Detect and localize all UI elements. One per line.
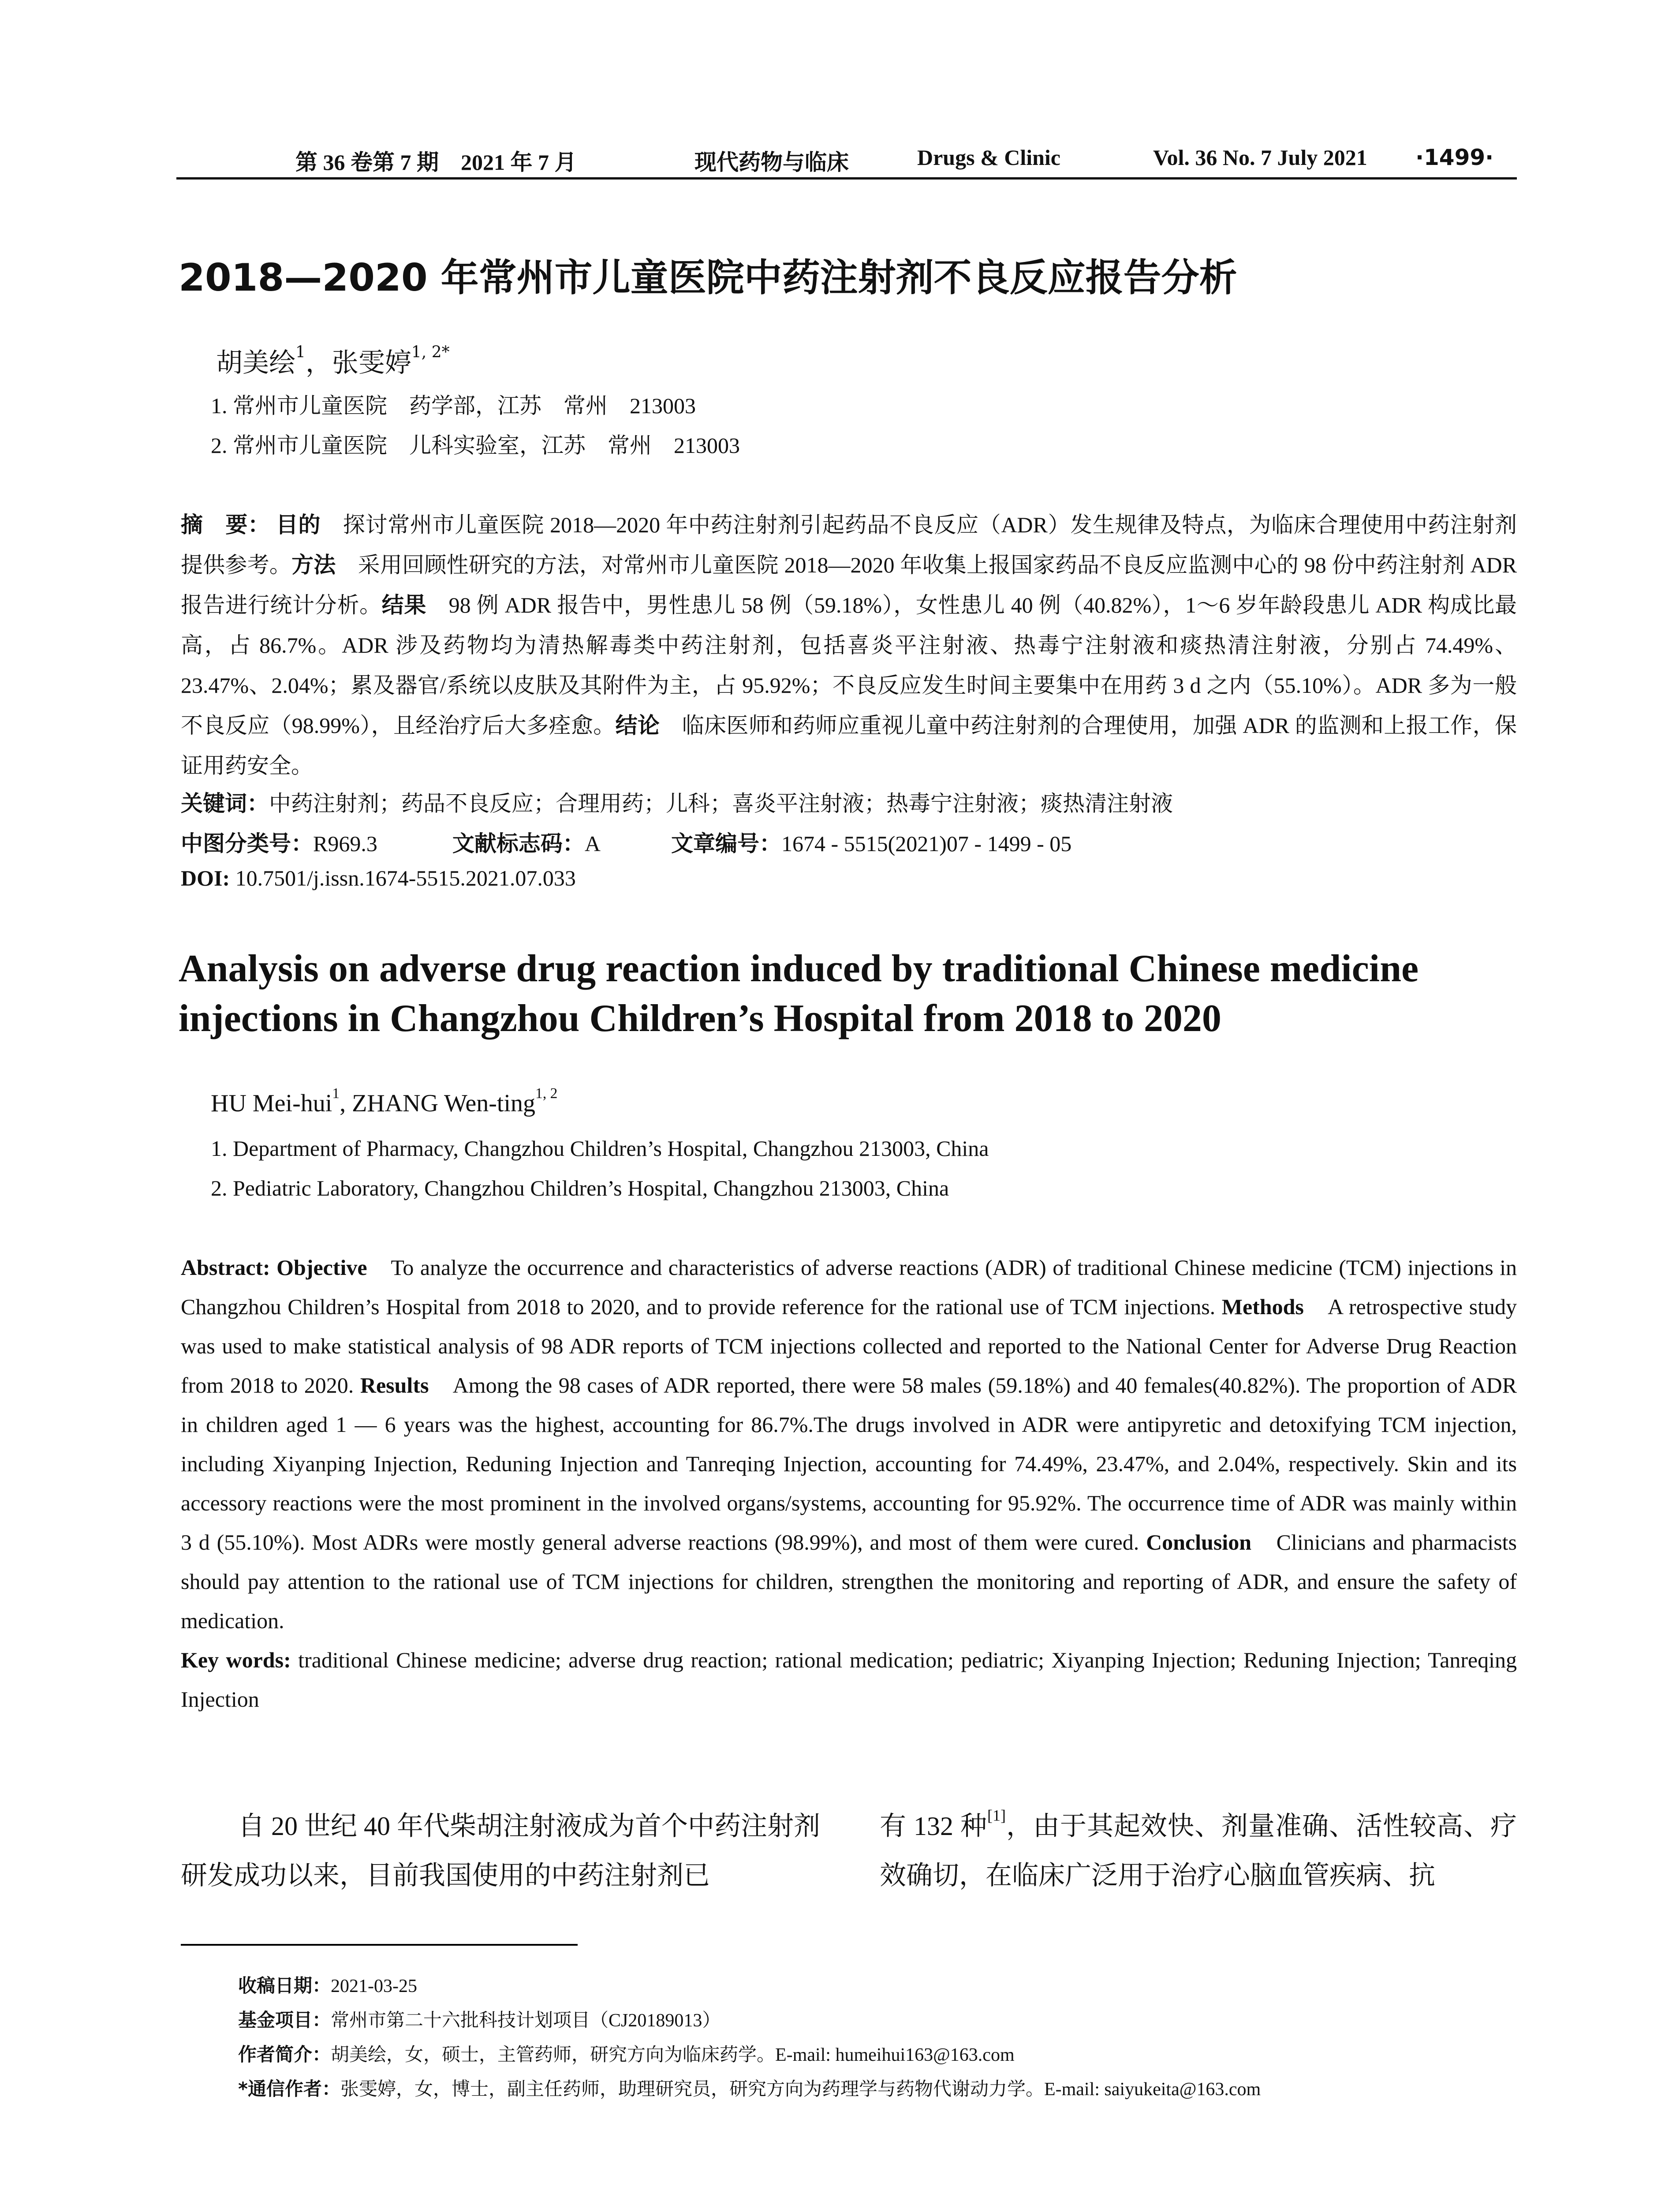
body-right-b: ，由于其起效快、剂量准确、活性较高、疗效确切，在临床广泛用于治疗心脑血管疾病、抗 — [880, 1812, 1517, 1890]
author-sep-cn: ， — [305, 348, 332, 378]
fund-text: 常州市第二十六批科技计划项目（CJ20189013） — [331, 2011, 721, 2031]
author-bio-label: 作者简介： — [238, 2044, 331, 2065]
author-2-cn-sup: 1, 2* — [411, 343, 450, 362]
affiliation-cn-2: 2. 常州市儿童医院 儿科实验室，江苏 常州 213003 — [211, 433, 740, 458]
doi-value: 10.7501/j.issn.1674-5515.2021.07.033 — [230, 866, 576, 890]
doc-code-value: A — [584, 831, 601, 856]
keywords-cn-text: 中药注射剂；药品不良反应；合理用药；儿科；喜炎平注射液；热毒宁注射液；痰热清注射液 — [269, 791, 1173, 816]
corresponding-label: *通信作者： — [238, 2078, 340, 2100]
body-left-column: 自 20 世纪 40 年代柴胡注射液成为首个中药注射剂研发成功以来，目前我国使用的中药注射剂已 — [181, 1812, 820, 1890]
conclusion-en-label: Conclusion — [1146, 1530, 1251, 1555]
methods-en: A retrospective study was used to make statistical analysis of 98 ADR reports of TCM injections collected and reported to the National Center for Adverse Drug Reaction from 2018 to 2020. — [181, 1294, 1517, 1398]
affiliation-en-2: 2. Pediatric Laboratory, Changzhou Children’s Hospital, Changzhou 213003, China — [211, 1176, 949, 1200]
received-label: 收稿日期： — [238, 1975, 331, 1996]
header-issue-cn: 第 36 卷第 7 期 2021 年 7 月 — [295, 150, 577, 175]
results-en-label: Results — [360, 1373, 429, 1398]
affiliation-en-1: 1. Department of Pharmacy, Changzhou Children’s Hospital, Changzhou 213003, China — [211, 1136, 989, 1161]
article-no-label: 文章编号： — [671, 831, 781, 856]
results-cn-label: 结果 — [381, 592, 426, 618]
objective-en: To analyze the occurrence and characteristics of adverse reactions (ADR) of traditional Chinese medicine (TCM) injections in Changzhou Children’s Hospital from 2018 to 2020, and to provide reference for the rational use of TCM injections. — [181, 1255, 1517, 1319]
keywords-cn — [181, 786, 1173, 818]
doc-code-label: 文献标志码： — [452, 831, 585, 856]
citation-ref: [1] — [987, 1806, 1006, 1824]
keywords-en-label: Key words: — [181, 1648, 291, 1672]
clc-label: 中图分类号： — [181, 831, 313, 856]
author-bio-text: 胡美绘，女，硕士，主管药师，研究方向为临床药学。E-mail: humeihui163@163.com — [331, 2045, 1015, 2065]
header-rule — [176, 177, 1517, 179]
abstract-cn-label: 摘 要： — [181, 512, 270, 538]
header-page-number: ·1499· — [1415, 145, 1494, 170]
abstract-cn — [181, 505, 1517, 786]
footnote-rule — [181, 1944, 578, 1946]
author-2-en-sup: 1, 2 — [535, 1085, 558, 1102]
results-en: Among the 98 cases of ADR reported, there were 58 males (59.18%) and 40 females(40.82%). The proportion of ADR in children aged 1 — 6 years was the highest, accounting for 86.7%.The drugs involved in ADR were antipyretic and detoxifying TCM injection, including Xiyanping Injection, Reduning Injection and Tanreqing Injection, accounting for 74.49%, 23.47%, and 2.04%, respectively. Skin and its accessory reactions were the most prominent in the involved organs/systems, accounting for 95.92%. The occurrence time of ADR was mainly within 3 d (55.10%). Most ADRs were mostly general adverse reactions (98.99%), and most of them were cured. — [181, 1373, 1517, 1555]
objective-cn-label: 目的 — [276, 512, 321, 538]
abstract-en — [181, 1248, 1517, 1719]
footnote-received — [238, 1971, 417, 1998]
title-en: Analysis on adverse drug reaction induced by traditional Chinese medicine injections in Changzhou Children’s Hospital from 2018 to 2020 — [179, 947, 1419, 1040]
results-cn: 98 例 ADR 报告中，男性患儿 58 例（59.18%），女性患儿 40 例（40.82%），1～6 岁年龄段患儿 ADR 构成比最高，占 86.7%。ADR 涉及药物均为清热解毒类中药注射剂，包括喜炎平注射液、热毒宁注射液和痰热清注射液，分别占 74.49%、23.47%、2.04%；累及器官/系统以皮肤及其附件为主，占 95.92%；不良反应发生时间主要集中在用药 3 d 之内（55.10%）。ADR 多为一般不良反应（98.99%），且经治疗后大多痊愈。 — [181, 593, 1517, 738]
author-1-cn: 胡美绘 — [216, 348, 295, 378]
conclusion-en: Clinicians and pharmacists should pay attention to the rational use of TCM injections for children, strengthen the monitoring and reporting of ADR, and ensure the safety of medication. — [181, 1530, 1517, 1633]
header-journal-en: Drugs & Clinic — [917, 145, 1060, 170]
header-issue-en: Vol. 36 No. 7 July 2021 — [1153, 145, 1367, 170]
keywords-en-text: traditional Chinese medicine; adverse drug reaction; rational medication; pediatric; Xiyanping Injection; Reduning Injection; Tanreqing Injection — [181, 1648, 1517, 1712]
abstract-en-label: Abstract: — [181, 1255, 270, 1280]
authors-cn — [216, 342, 450, 380]
fund-label: 基金项目： — [238, 2009, 331, 2031]
authors-en — [211, 1085, 558, 1117]
author-2-cn: 张雯婷 — [332, 348, 411, 378]
title-cn: 2018—2020 年常州市儿童医院中药注射剂不良反应报告分析 — [179, 256, 1237, 300]
doi-line — [181, 865, 576, 891]
author-1-cn-sup: 1 — [295, 343, 306, 362]
body-right-a: 有 132 种 — [880, 1812, 988, 1841]
footnote-corresponding — [238, 2074, 1261, 2101]
conclusion-cn: 临床医师和药师应重视儿童中药注射剂的合理使用，加强 ADR 的监测和上报工作，保证用药安全。 — [181, 713, 1517, 778]
objective-en-label: Objective — [276, 1255, 367, 1280]
author-sep-en: , — [340, 1090, 352, 1117]
methods-cn: 采用回顾性研究的方法，对常州市儿童医院 2018—2020 年收集上报国家药品不良反应监测中心的 98 份中药注射剂 ADR 报告进行统计分析。 — [181, 553, 1517, 617]
author-1-en: HU Mei-hui — [211, 1090, 332, 1117]
objective-cn: 探讨常州市儿童医院 2018—2020 年中药注射剂引起药品不良反应（ADR）发生规律及特点，为临床合理使用中药注射剂提供参考。 — [181, 512, 1517, 577]
affiliation-cn-1: 1. 常州市儿童医院 药学部，江苏 常州 213003 — [211, 393, 696, 418]
author-2-en: ZHANG Wen-ting — [352, 1090, 536, 1117]
author-1-en-sup: 1 — [332, 1085, 340, 1102]
body-right-column — [880, 1801, 1517, 1900]
article-no-value: 1674 - 5515(2021)07 - 1499 - 05 — [781, 831, 1072, 856]
received-date: 2021-03-25 — [331, 1976, 417, 1996]
corresponding-text: 张雯婷，女，博士，副主任药师，助理研究员，研究方向为药理学与药物代谢动力学。E-mail: saiyukeita@163.com — [340, 2079, 1261, 2100]
conclusion-cn-label: 结论 — [615, 713, 660, 738]
methods-en-label: Methods — [1221, 1294, 1304, 1319]
header-journal-cn: 现代药物与临床 — [694, 149, 849, 175]
footnote-author — [238, 2040, 1015, 2067]
clc-value: R969.3 — [313, 831, 377, 856]
methods-cn-label: 方法 — [291, 552, 336, 578]
keywords-cn-label: 关键词： — [181, 791, 269, 816]
classification-line — [181, 826, 1071, 858]
footnote-fund — [238, 2006, 721, 2032]
doi-label: DOI: — [181, 866, 230, 890]
running-header — [176, 140, 1517, 180]
